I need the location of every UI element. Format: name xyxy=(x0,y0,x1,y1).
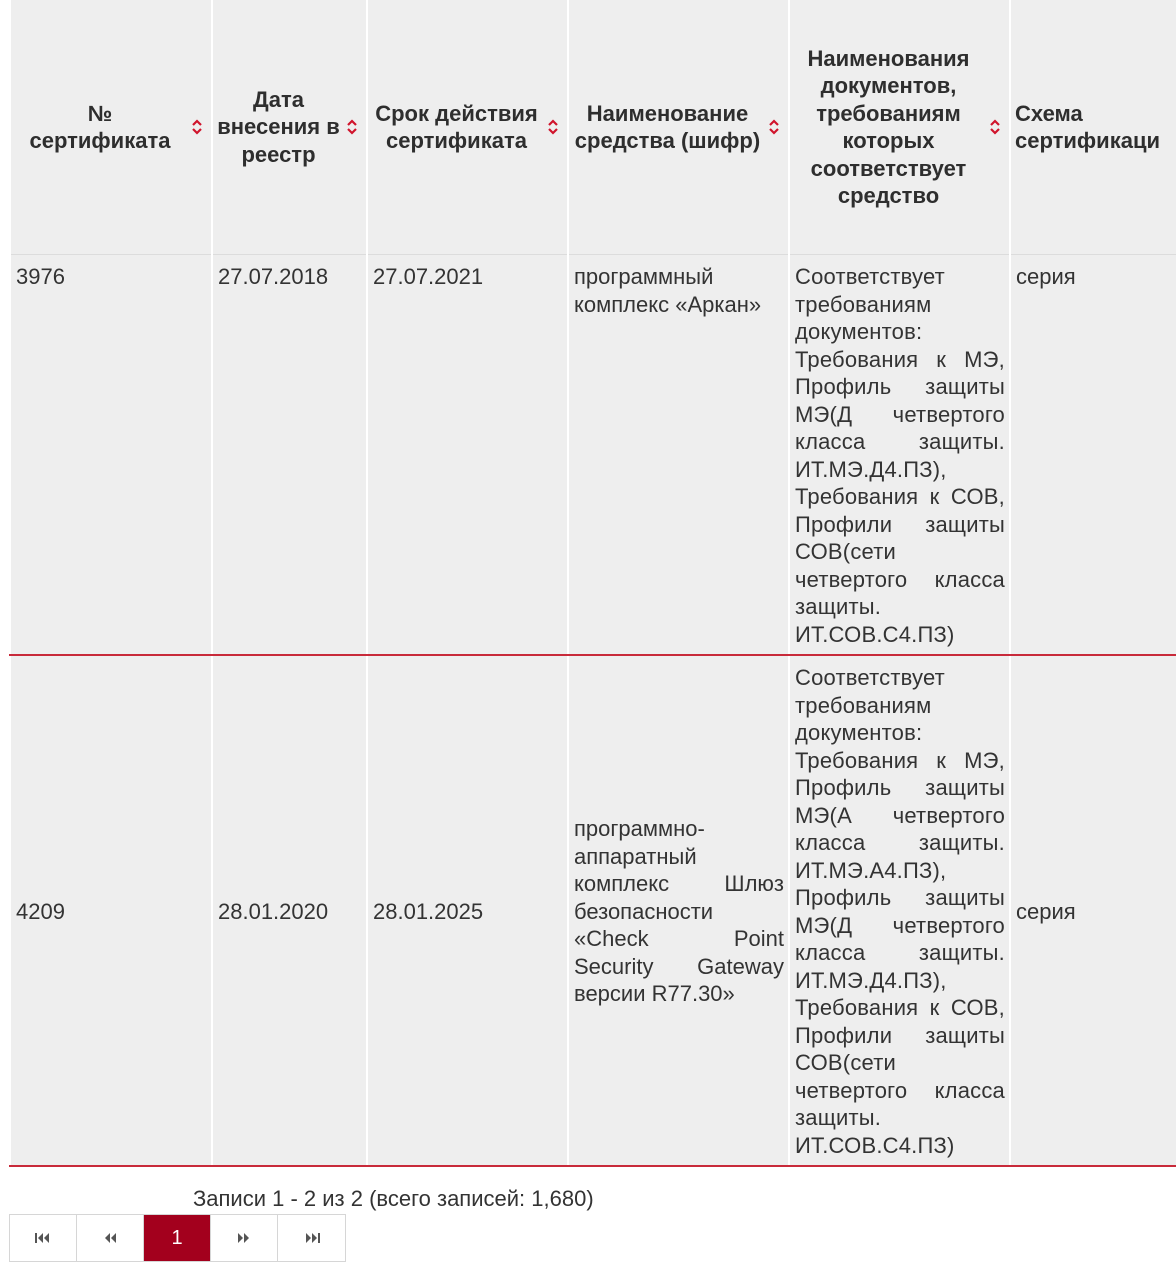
cell-valid-until: 28.01.2025 xyxy=(367,655,568,1166)
header-valid-until[interactable] xyxy=(367,0,568,255)
cell-product-name: программно-аппаратный комплекс Шлюз безопасности «Check Point Security Gateway версии R77.30» xyxy=(568,655,789,1166)
header-certificate-number[interactable] xyxy=(10,0,212,255)
next-page-button[interactable] xyxy=(211,1215,278,1261)
cell-documents: Соответствует требованиям документов: Требования к МЭ, Профиль защиты МЭ(А четвертого класса защиты. ИТ.МЭ.А4.ПЗ), Профиль защиты МЭ(Д четвертого класса защиты. ИТ.МЭ.Д4.ПЗ), Требования к СОВ, Профили защиты СОВ(сети четвертого класса защиты. ИТ.СОВ.С4.ПЗ) xyxy=(789,655,1010,1166)
cell-certificate-number: 3976 xyxy=(10,255,212,656)
cell-date-added: 27.07.2018 xyxy=(212,255,367,656)
first-page-button[interactable] xyxy=(10,1215,77,1261)
cell-date-added: 28.01.2020 xyxy=(212,655,367,1166)
cell-product-name: программный комплекс «Аркан» xyxy=(568,255,789,656)
header-label: Дата внесения в реестр xyxy=(217,86,340,167)
sort-icon[interactable] xyxy=(547,116,559,138)
header-date-added[interactable] xyxy=(212,0,367,255)
sort-icon[interactable] xyxy=(768,116,780,138)
table-row[interactable] xyxy=(10,255,1176,656)
header-label: Наименования документов, требованиям которых соответствует средство xyxy=(807,45,970,208)
header-label: Срок действия сертификата xyxy=(375,100,538,153)
pagination xyxy=(9,1214,346,1262)
header-certification-scheme[interactable] xyxy=(1010,0,1176,255)
table-row[interactable] xyxy=(10,655,1176,1166)
last-page-button[interactable] xyxy=(278,1215,345,1261)
page-button-current[interactable]: 1 xyxy=(144,1215,211,1261)
prev-page-button[interactable] xyxy=(77,1215,144,1261)
first-page-icon xyxy=(34,1231,52,1245)
header-product-name[interactable] xyxy=(568,0,789,255)
sort-icon[interactable] xyxy=(989,116,1001,138)
header-label: Наименование средства (шифр) xyxy=(574,100,761,153)
header-documents[interactable] xyxy=(789,0,1010,255)
header-label: № сертификата xyxy=(29,100,171,153)
last-page-icon xyxy=(303,1231,321,1245)
cell-documents: Соответствует требованиям документов: Требования к МЭ, Профиль защиты МЭ(Д четвертого класса защиты. ИТ.МЭ.Д4.ПЗ), Требования к СОВ, Профили защиты СОВ(сети четвертого класса защиты. ИТ.СОВ.С4.ПЗ) xyxy=(789,255,1010,656)
header-label: Схема сертификаци xyxy=(1015,100,1160,153)
sort-icon[interactable] xyxy=(191,116,203,138)
cell-certification-scheme: серия xyxy=(1010,255,1176,656)
sort-icon[interactable] xyxy=(346,116,358,138)
certificates-table xyxy=(9,0,1176,1167)
records-count: Записи 1 - 2 из 2 (всего записей: 1,680) xyxy=(193,1186,594,1211)
cell-certificate-number: 4209 xyxy=(10,655,212,1166)
cell-valid-until: 27.07.2021 xyxy=(367,255,568,656)
cell-certification-scheme: серия xyxy=(1010,655,1176,1166)
prev-page-icon xyxy=(102,1231,118,1245)
table-header-row xyxy=(10,0,1176,255)
next-page-icon xyxy=(236,1231,252,1245)
